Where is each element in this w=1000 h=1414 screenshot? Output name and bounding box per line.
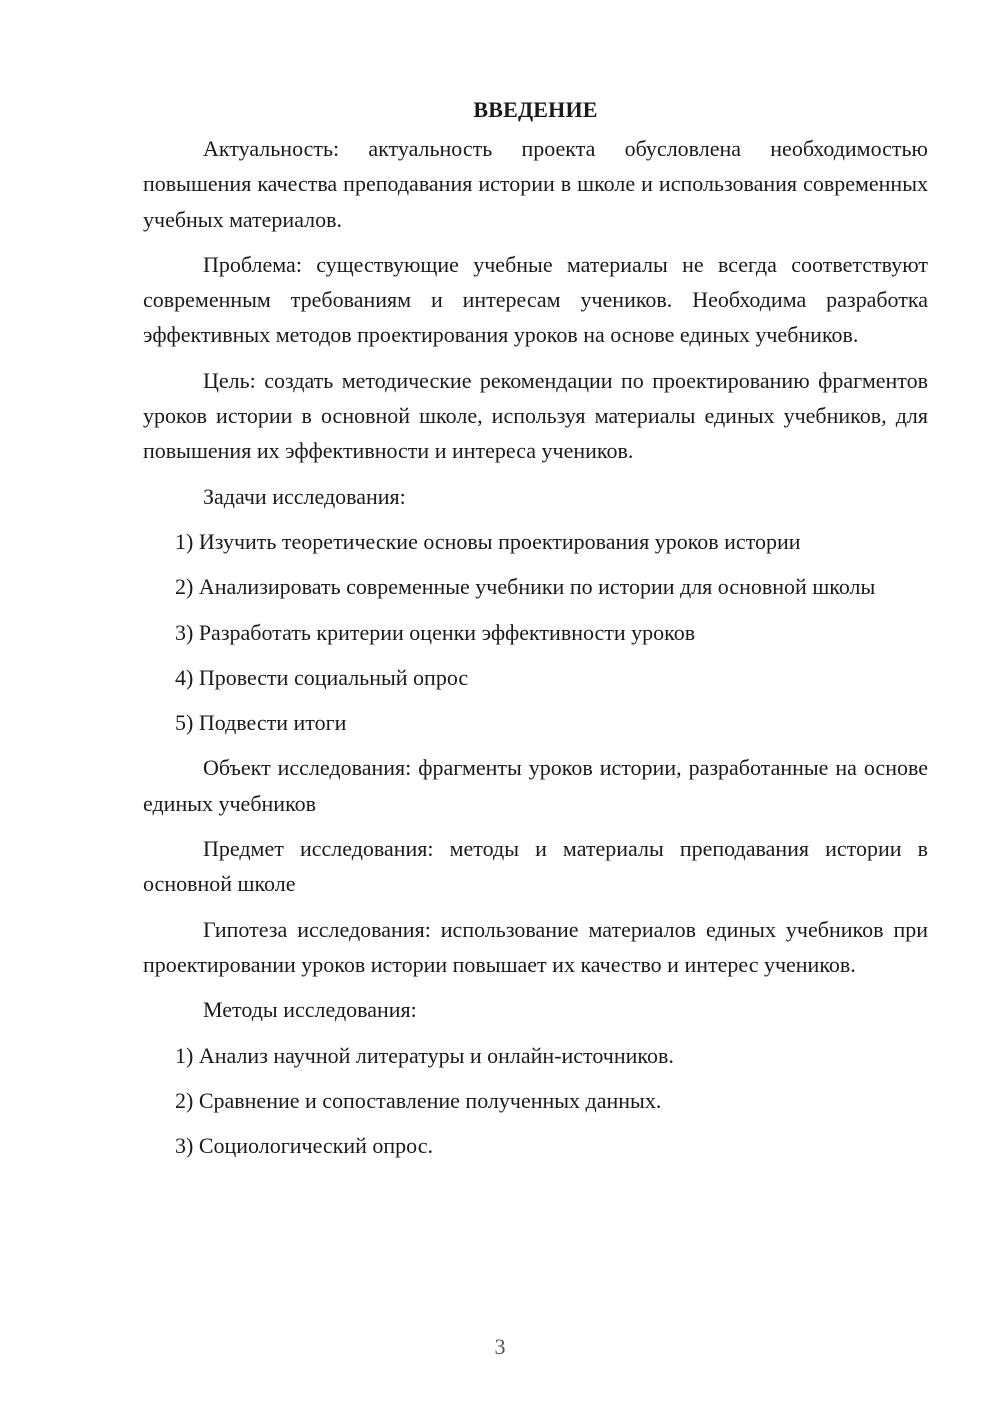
document-page <box>143 92 928 1173</box>
page-number: 3 <box>494 1334 506 1359</box>
task-item: 2) Анализировать современные учебники по истории для основной школы <box>175 574 876 600</box>
subject-paragraph: Предмет исследования: методы и материалы преподавания истории в основной школе <box>143 836 928 897</box>
method-item: 2) Сравнение и сопоставление полученных данных. <box>175 1087 662 1113</box>
goal-paragraph: Цель: создать методические рекомендации по проектированию фрагментов уроков истории в основной школе, используя материалы единых учебников, для повышения их эффективности и интереса учеников. <box>143 367 928 464</box>
method-item: 3) Социологический опрос. <box>175 1133 433 1159</box>
task-item: 3) Разработать критерии оценки эффективности уроков <box>175 619 696 645</box>
object-paragraph: Объект исследования: фрагменты уроков истории, разработанные на основе единых учебников <box>143 755 928 816</box>
task-item: 5) Подвести итоги <box>175 710 347 736</box>
method-item: 1) Анализ научной литературы и онлайн-источников. <box>175 1042 674 1068</box>
task-item: 1) Изучить теоретические основы проектирования уроков истории <box>175 528 801 554</box>
tasks-label: Задачи исследования: <box>203 483 406 509</box>
task-item: 4) Провести социальный опрос <box>175 664 469 690</box>
problem-paragraph: Проблема: существующие учебные материалы не всегда соответствуют современным требованиям и интересам учеников. Необходима разработка эффективных методов проектирования уроков на основе единых учебников. <box>143 251 928 348</box>
methods-label: Методы исследования: <box>203 997 417 1023</box>
relevance-paragraph: Актуальность: актуальность проекта обусловлена необходимостью повышения качества преподавания истории в школе и использования современных учебных материалов. <box>143 136 928 232</box>
page-title: ВВЕДЕНИЕ <box>473 97 598 122</box>
hypothesis-paragraph: Гипотеза исследования: использование материалов единых учебников при проектировании уроков истории повышает их качество и интерес учеников. <box>143 916 928 977</box>
